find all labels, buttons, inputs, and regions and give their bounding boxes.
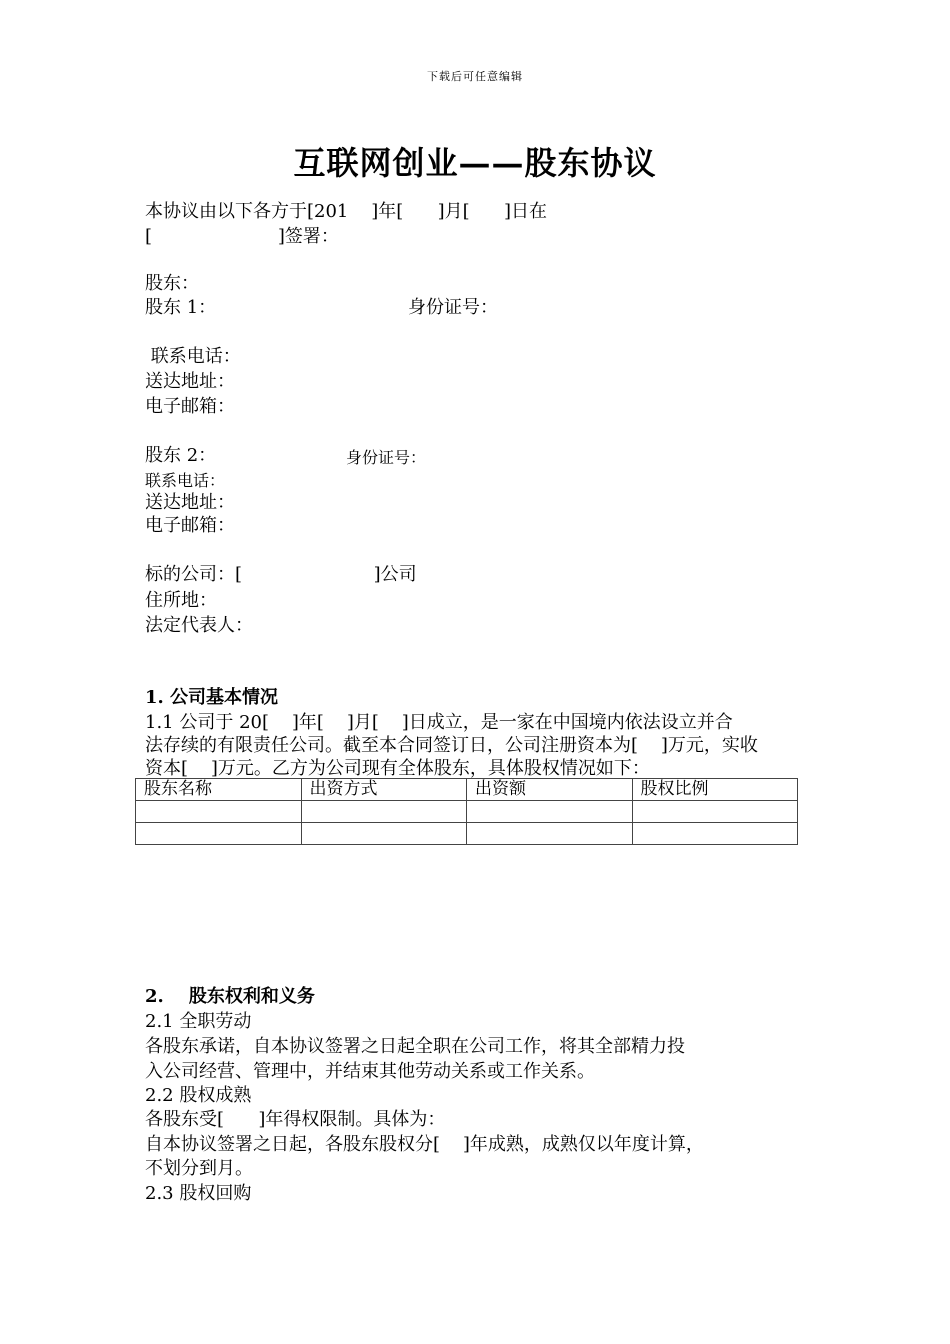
table-cell [136,823,302,845]
table-cell [632,823,798,845]
table-header-cell: 股权比例 [632,779,798,801]
table-header-cell: 出资方式 [301,779,467,801]
table-cell [467,801,633,823]
shareholder1-name-label: 股东 1： [145,297,217,318]
section2-1-line-2: 入公司经营、管理中，并结束其他劳动关系或工作关系。 [145,1061,595,1082]
table-cell [467,823,633,845]
section2-heading: 2. 股东权利和义务 [145,986,315,1007]
shareholder1-id-label: 身份证号： [408,297,498,318]
document-title: 互联网创业——股东协议 [293,144,657,182]
table-header-cell: 股东名称 [136,779,302,801]
table-cell [301,823,467,845]
intro-line-1: 本协议由以下各方于[201 ]年[ ]月[ ]日在 [145,201,548,222]
legal-rep-label: 法定代表人： [145,615,253,636]
table-header-row [136,779,798,801]
section2-2-line-1: 各股东受[ ]年得权限制。具体为： [145,1109,446,1130]
table-row [136,801,798,823]
table-header-cell: 出资额 [467,779,633,801]
section2-1-title: 2.1 全职劳动 [145,1011,252,1032]
shareholder2-email-label: 电子邮箱： [145,515,235,536]
shareholding-table [135,778,798,845]
section1-paragraph-line-1: 1.1 公司于 20[ ]年[ ]月[ ]日成立，是一家在中国境内依法设立并合 [145,712,733,733]
section1-paragraph-line-2: 法存续的有限责任公司。截至本合同签订日，公司注册资本为[ ]万元，实收 [145,735,758,756]
shareholders-heading: 股东： [145,273,199,294]
section2-2-line-3: 不划分到月。 [145,1158,253,1179]
section2-2-line-2: 自本协议签署之日起，各股东股权分[ ]年成熟，成熟仅以年度计算， [145,1134,704,1155]
target-company-label: 标的公司：[ ]公司 [145,564,417,585]
table-cell [136,801,302,823]
shareholder1-email-label: 电子邮箱： [145,396,235,417]
shareholder1-phone-label: 联系电话： [145,346,241,367]
domicile-label: 住所地： [145,590,217,611]
section2-1-line-1: 各股东承诺，自本协议签署之日起全职在公司工作，将其全部精力投 [145,1036,685,1057]
table-cell [301,801,467,823]
shareholder2-phone-label: 联系电话： [145,471,226,490]
shareholder2-address-label: 送达地址： [145,492,235,513]
section1-heading: 1. 公司基本情况 [145,687,279,708]
shareholder1-address-label: 送达地址： [145,371,235,392]
intro-line-2: [ ]签署： [145,226,339,247]
shareholder2-id-label: 身份证号： [346,448,427,467]
section2-3-title: 2.3 股权回购 [145,1183,252,1204]
shareholder2-name-label: 股东 2： [145,445,217,466]
table-cell [632,801,798,823]
table-row [136,823,798,845]
section1-paragraph-line-3: 资本[ ]万元。乙方为公司现有全体股东，具体股权情况如下： [145,758,650,779]
section2-2-title: 2.2 股权成熟 [145,1085,252,1106]
header-note: 下载后可任意编辑 [427,70,523,83]
